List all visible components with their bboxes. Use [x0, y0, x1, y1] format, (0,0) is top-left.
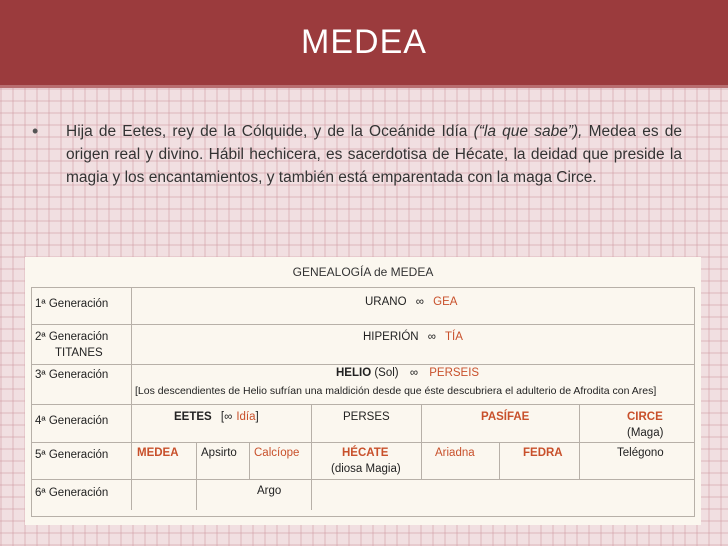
genealogy-title: GENEALOGÍA de MEDEA: [292, 265, 434, 279]
slide-title: MEDEA: [301, 23, 427, 61]
bullet-dot-icon: •: [32, 121, 39, 141]
gea-text: GEA: [433, 296, 458, 308]
union-symbol-icon: ∞: [409, 367, 419, 379]
union-symbol-icon: ∞: [224, 411, 233, 423]
telegono-text: Telégono: [617, 447, 664, 459]
helio-text: HELIO: [336, 367, 372, 379]
circe-sub-text: (Maga): [627, 427, 664, 439]
cell-divider: [311, 443, 312, 480]
cell-divider: [421, 405, 422, 443]
cell-divider: [579, 405, 580, 443]
argo-text: Argo: [257, 485, 282, 497]
ariadna-text: Ariadna: [435, 447, 475, 459]
table-row-gen6: [31, 479, 695, 510]
eetes-idia-cell: [174, 411, 259, 423]
union-symbol-icon: ∞: [415, 296, 424, 308]
row-label-gen6: 6ª Generación: [35, 487, 109, 499]
urano-gea-cell: [365, 296, 457, 308]
row-divider: [131, 480, 132, 510]
hecate-text: HÉCATE: [342, 447, 389, 459]
hecate-sub-text: (diosa Magia): [331, 463, 401, 475]
title-bar: [0, 0, 728, 88]
urano-text: URANO: [365, 296, 407, 308]
bullet-text-part1: Hija de Eetes, rey de la Cólquide, y de la Oceánide Idía: [66, 123, 468, 140]
cell-divider: [196, 480, 197, 510]
cell-divider: [311, 480, 312, 510]
row-label-gen1: 1ª Generación: [35, 298, 109, 310]
row-label-gen3: 3ª Generación: [35, 369, 109, 381]
cell-divider: [421, 443, 422, 480]
union-symbol-icon: ∞: [427, 331, 436, 343]
row-divider: [131, 443, 132, 480]
fedra-text: FEDRA: [523, 447, 563, 459]
bullet-text-italic: (“la que sabe”),: [473, 123, 583, 140]
cell-divider: [579, 443, 580, 480]
apsirto-text: Apsirto: [201, 447, 237, 459]
eetes-text: EETES: [174, 411, 212, 423]
hiperion-text: HIPERIÓN: [363, 331, 419, 343]
row-divider: [131, 405, 132, 443]
bullet-paragraph: [34, 120, 682, 189]
helio-perseis-cell: [336, 367, 479, 379]
cell-divider: [499, 443, 500, 480]
table-row-gen2: [31, 324, 695, 365]
row-divider: [131, 325, 132, 365]
bracket-close: ]: [255, 411, 259, 423]
row-label-gen2: 2ª Generación: [35, 331, 109, 343]
medea-text: MEDEA: [137, 447, 179, 459]
idia-text: Idía: [236, 411, 256, 423]
row-divider: [131, 288, 132, 325]
helio-extra-text: (Sol): [374, 367, 399, 379]
cell-divider: [311, 405, 312, 443]
row-sublabel-titanes: TITANES: [55, 347, 103, 359]
row-label-gen5: 5ª Generación: [35, 449, 109, 461]
hiperion-tia-cell: [363, 331, 463, 343]
table-row-gen1: [31, 287, 695, 325]
table-row-gen5: [31, 442, 695, 480]
cell-divider: [196, 443, 197, 480]
row-divider: [131, 365, 132, 405]
helio-curse-note: [Los descendientes de Helio sufrían una maldición desde que éste descubriera el adulterio de Afrodita con Ares]: [135, 385, 657, 397]
perses-text: PERSES: [343, 411, 390, 423]
tia-text: TÍA: [445, 331, 463, 343]
bullet-text: [66, 120, 682, 189]
table-row-gen3: [31, 364, 695, 405]
perseis-text: PERSEIS: [429, 367, 480, 379]
bullet-text-part2: Medea es de origen real y divino. Hábil hechicera, es sacerdotisa de Hécate, la deidad que preside la magia y los encantamientos, y también está emparentada con la maga Circe.: [66, 123, 682, 186]
circe-text: CIRCE: [627, 411, 663, 423]
genealogy-table: [25, 257, 701, 525]
bracket-open: [: [220, 411, 225, 423]
pasifae-text: PASÍFAE: [481, 411, 530, 423]
calciope-text: Calcíope: [254, 447, 300, 459]
table-row-gen4: [31, 404, 695, 443]
cell-divider: [249, 443, 250, 480]
row-label-gen4: 4ª Generación: [35, 415, 109, 427]
